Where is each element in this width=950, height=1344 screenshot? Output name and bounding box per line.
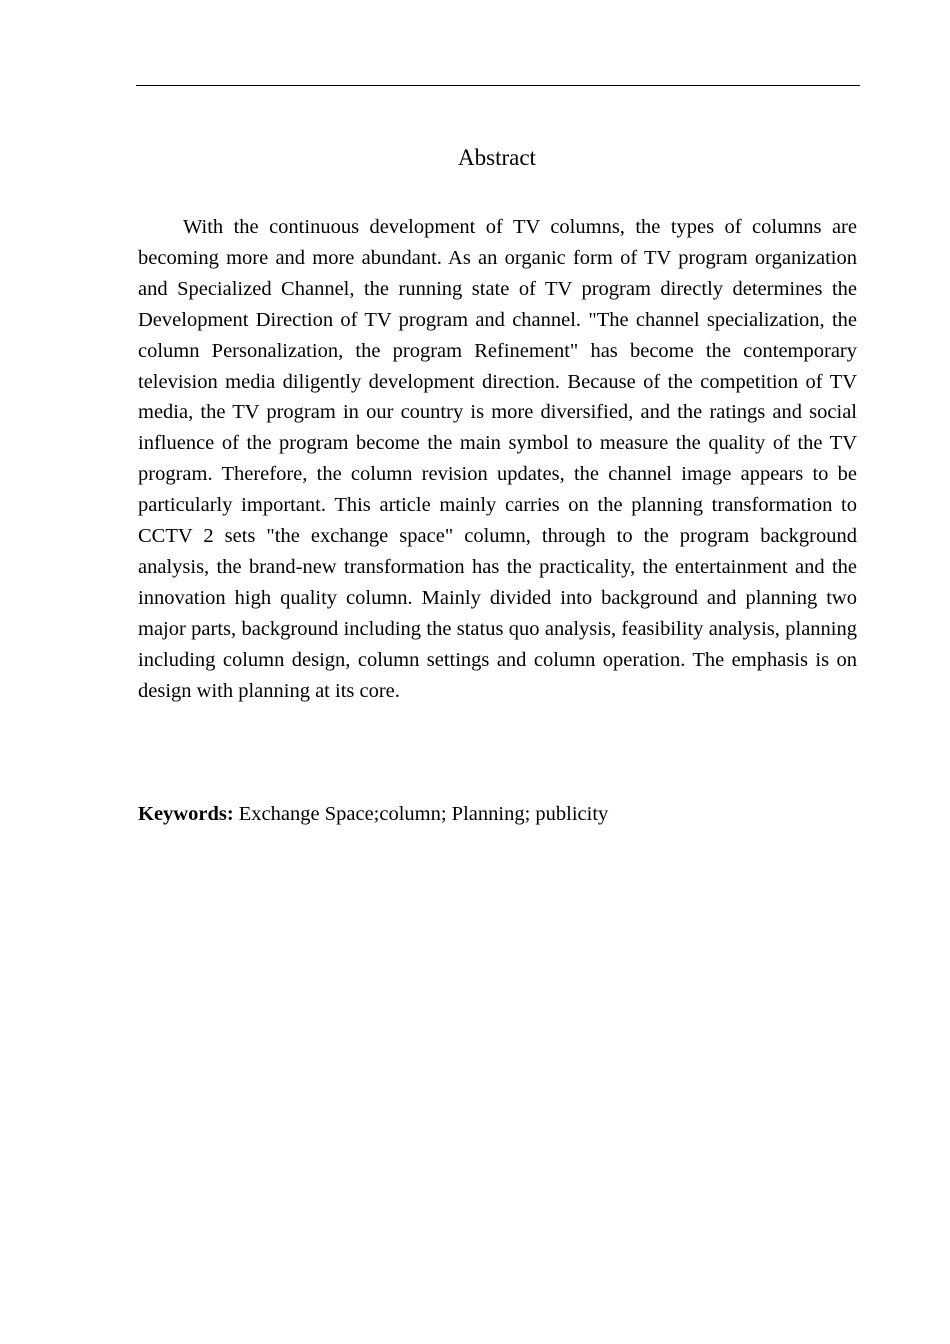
abstract-body: With the continuous development of TV columns, the types of columns are becoming more and more abundant. As an organic form of TV program organization and Specialized Channel, the running state of TV program directly determines the Development Direction of TV program and channel. "The channel specialization, the column Personalization, the program Refinement" has become the contemporary television media diligently development direction. Because of the competition of TV media, the TV program in our country is more diversified, and the ratings and social influence of the program become the main symbol to measure the quality of the TV program. Therefore, the column revision updates, the channel image appears to be particularly important. This article mainly carries on the planning transformation to CCTV 2 sets "the exchange space" column, through to the program background analysis, the brand-new transformation has the practicality, the entertainment and the innovation high quality column. Mainly divided into background and planning two major parts, background including the status quo analysis, feasibility analysis, planning including column design, column settings and column operation. The emphasis is on design with planning at its core. <box>138 216 857 702</box>
keywords-label: Keywords: <box>138 803 234 825</box>
keywords-value: Exchange Space;column; Planning; publicity <box>238 803 609 825</box>
header-rule <box>136 85 860 86</box>
keywords <box>138 799 857 829</box>
page-title: Abstract <box>458 145 536 170</box>
